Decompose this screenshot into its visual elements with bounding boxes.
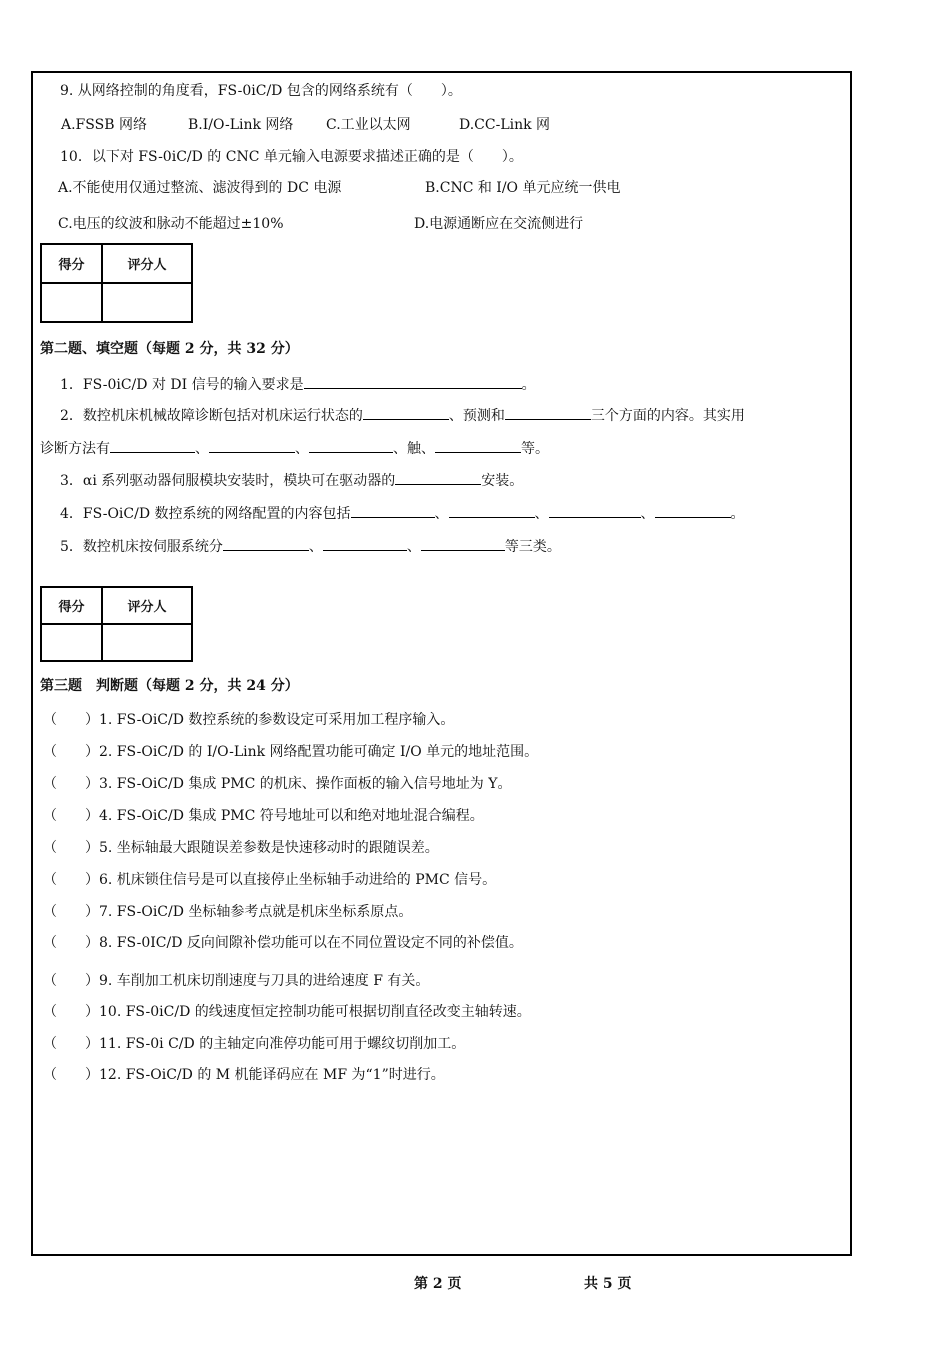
judge-item-text: 10. FS-0iC/D 的线速度恒定控制功能可根据切削直径改变主轴转速。 xyxy=(99,1004,531,1020)
section-3-heading: 第三题 判断题（每题 2 分，共 24 分） xyxy=(40,678,299,694)
page-number: 第 2 页 xyxy=(414,1276,462,1292)
q10-option-a: A.不能使用仅通过整流、滤波得到的 DC 电源 xyxy=(58,180,342,196)
fill-blank[interactable] xyxy=(421,536,505,551)
answer-paren[interactable]: （ ） xyxy=(43,1036,99,1052)
fill-question-3 xyxy=(60,470,523,490)
fill-q1-text: 1．FS-0iC/D 对 DI 信号的输入要求是 xyxy=(60,377,304,393)
judge-item-8 xyxy=(43,934,523,952)
fill-q1-end: 。 xyxy=(521,377,536,393)
score-box-section-2 xyxy=(40,243,193,323)
separator: 、 xyxy=(295,441,309,457)
judge-item-1 xyxy=(43,711,454,729)
judge-item-text: 11. FS-0i C/D 的主轴定向准停功能可用于螺纹切削加工。 xyxy=(99,1036,466,1052)
fill-q2-touch: 、触、 xyxy=(393,441,435,457)
separator: 、 xyxy=(308,539,323,555)
judge-item-text: 8. FS-0IC/D 反向间隙补偿功能可以在不同位置设定不同的补偿值。 xyxy=(99,935,523,951)
answer-paren[interactable]: （ ） xyxy=(43,776,99,792)
fill-q4-end: 。 xyxy=(730,506,745,522)
score-label: 得分 xyxy=(41,587,102,624)
q9-option-d: D.CC-Link 网 xyxy=(459,117,551,133)
separator: 、 xyxy=(640,506,655,522)
separator: 、 xyxy=(195,441,209,457)
fill-blank[interactable] xyxy=(655,503,731,518)
judge-item-5 xyxy=(43,839,439,857)
fill-question-2-cont xyxy=(40,438,549,458)
judge-item-text: 2. FS-OiC/D 的 I/O-Link 网络配置功能可确定 I/O 单元的地址范围。 xyxy=(99,744,539,760)
q10-option-c: C.电压的纹波和脉动不能超过±10% xyxy=(58,216,284,232)
fill-blank[interactable] xyxy=(223,536,309,551)
judge-item-text: 12. FS-OiC/D 的 M 机能译码应在 MF 为“1”时进行。 xyxy=(99,1067,445,1083)
score-box-section-3 xyxy=(40,586,193,662)
fill-q3-text: 3．αi 系列驱动器伺服模块安装时，模块可在驱动器的 xyxy=(60,473,396,489)
judge-item-text: 3. FS-OiC/D 集成 PMC 的机床、操作面板的输入信号地址为 Y。 xyxy=(99,776,512,792)
judge-item-text: 7. FS-OiC/D 坐标轴参考点就是机床坐标系原点。 xyxy=(99,904,413,920)
judge-item-text: 1. FS-OiC/D 数控系统的参数设定可采用加工程序输入。 xyxy=(99,712,455,728)
fill-question-2 xyxy=(60,405,745,425)
score-label: 得分 xyxy=(41,244,102,283)
fill-blank[interactable] xyxy=(209,438,295,453)
judge-item-7 xyxy=(43,903,412,921)
judge-item-2 xyxy=(43,743,538,761)
answer-paren[interactable]: （ ） xyxy=(43,904,99,920)
answer-paren[interactable]: （ ） xyxy=(43,973,99,989)
answer-paren[interactable]: （ ） xyxy=(43,744,99,760)
judge-item-text: 4. FS-OiC/D 集成 PMC 符号地址可以和绝对地址混合编程。 xyxy=(99,808,484,824)
judge-item-3 xyxy=(43,775,511,793)
fill-q2-end: 等。 xyxy=(521,441,549,457)
fill-blank[interactable] xyxy=(363,405,449,420)
answer-paren[interactable]: （ ） xyxy=(43,1067,99,1083)
answer-paren[interactable]: （ ） xyxy=(43,872,99,888)
grader-cell[interactable] xyxy=(102,283,192,322)
q9-option-b: B.I/O-Link 网络 xyxy=(188,117,294,133)
fill-blank[interactable] xyxy=(505,405,591,420)
q10-option-d: D.电源通断应在交流侧进行 xyxy=(414,216,584,232)
fill-q5-end: 等三类。 xyxy=(504,539,561,555)
fill-q2-mid: 、预测和 xyxy=(448,408,505,424)
grader-label: 评分人 xyxy=(102,244,192,283)
judge-item-11 xyxy=(43,1035,465,1053)
answer-paren[interactable]: （ ） xyxy=(43,840,99,856)
separator: 、 xyxy=(406,539,421,555)
fill-q2-tail: 三个方面的内容。其实用 xyxy=(590,408,745,424)
question-9-stem: 9. 从网络控制的角度看，FS-0iC/D 包含的网络系统有（ ）。 xyxy=(60,83,462,99)
separator: 、 xyxy=(534,506,549,522)
fill-blank[interactable] xyxy=(449,503,535,518)
fill-question-4 xyxy=(60,503,745,523)
section-2-heading: 第二题、填空题（每题 2 分，共 32 分） xyxy=(40,341,299,357)
separator: 、 xyxy=(434,506,449,522)
fill-q2-text: 2．数控机床机械故障诊断包括对机床运行状态的 xyxy=(60,408,363,424)
fill-blank[interactable] xyxy=(395,470,481,485)
fill-question-5 xyxy=(60,536,561,556)
q10-option-b: B.CNC 和 I/O 单元应统一供电 xyxy=(425,180,621,196)
fill-blank[interactable] xyxy=(304,374,522,389)
judge-item-6 xyxy=(43,871,496,889)
answer-paren[interactable]: （ ） xyxy=(43,1004,99,1020)
fill-blank[interactable] xyxy=(435,438,521,453)
total-pages: 共 5 页 xyxy=(584,1276,632,1292)
fill-q4-text: 4．FS-OiC/D 数控系统的网络配置的内容包括 xyxy=(60,506,351,522)
fill-question-1 xyxy=(60,374,536,394)
score-cell[interactable] xyxy=(41,624,102,661)
judge-item-10 xyxy=(43,1003,531,1021)
grader-cell[interactable] xyxy=(102,624,192,661)
fill-q2-methods: 诊断方法有 xyxy=(40,441,110,457)
judge-item-text: 9. 车削加工机床切削速度与刀具的进给速度 F 有关。 xyxy=(99,973,430,989)
judge-item-9 xyxy=(43,972,429,990)
fill-blank[interactable] xyxy=(110,438,195,453)
fill-blank[interactable] xyxy=(323,536,407,551)
fill-q5-text: 5．数控机床按伺服系统分 xyxy=(60,539,223,555)
fill-blank[interactable] xyxy=(549,503,641,518)
answer-paren[interactable]: （ ） xyxy=(43,935,99,951)
fill-q3-end: 安装。 xyxy=(481,473,524,489)
score-cell[interactable] xyxy=(41,283,102,322)
q9-option-a: A.FSSB 网络 xyxy=(61,117,147,133)
question-10-stem: 10．以下对 FS-0iC/D 的 CNC 单元输入电源要求描述正确的是（ ）。 xyxy=(60,149,523,165)
fill-blank[interactable] xyxy=(351,503,435,518)
judge-item-12 xyxy=(43,1066,445,1084)
answer-paren[interactable]: （ ） xyxy=(43,712,99,728)
fill-blank[interactable] xyxy=(309,438,393,453)
judge-item-text: 5. 坐标轴最大跟随误差参数是快速移动时的跟随误差。 xyxy=(99,840,439,856)
judge-item-text: 6. 机床锁住信号是可以直接停止坐标轴手动进给的 PMC 信号。 xyxy=(99,872,497,888)
judge-item-4 xyxy=(43,807,484,825)
q9-option-c: C.工业以太网 xyxy=(326,117,411,133)
grader-label: 评分人 xyxy=(102,587,192,624)
answer-paren[interactable]: （ ） xyxy=(43,808,99,824)
